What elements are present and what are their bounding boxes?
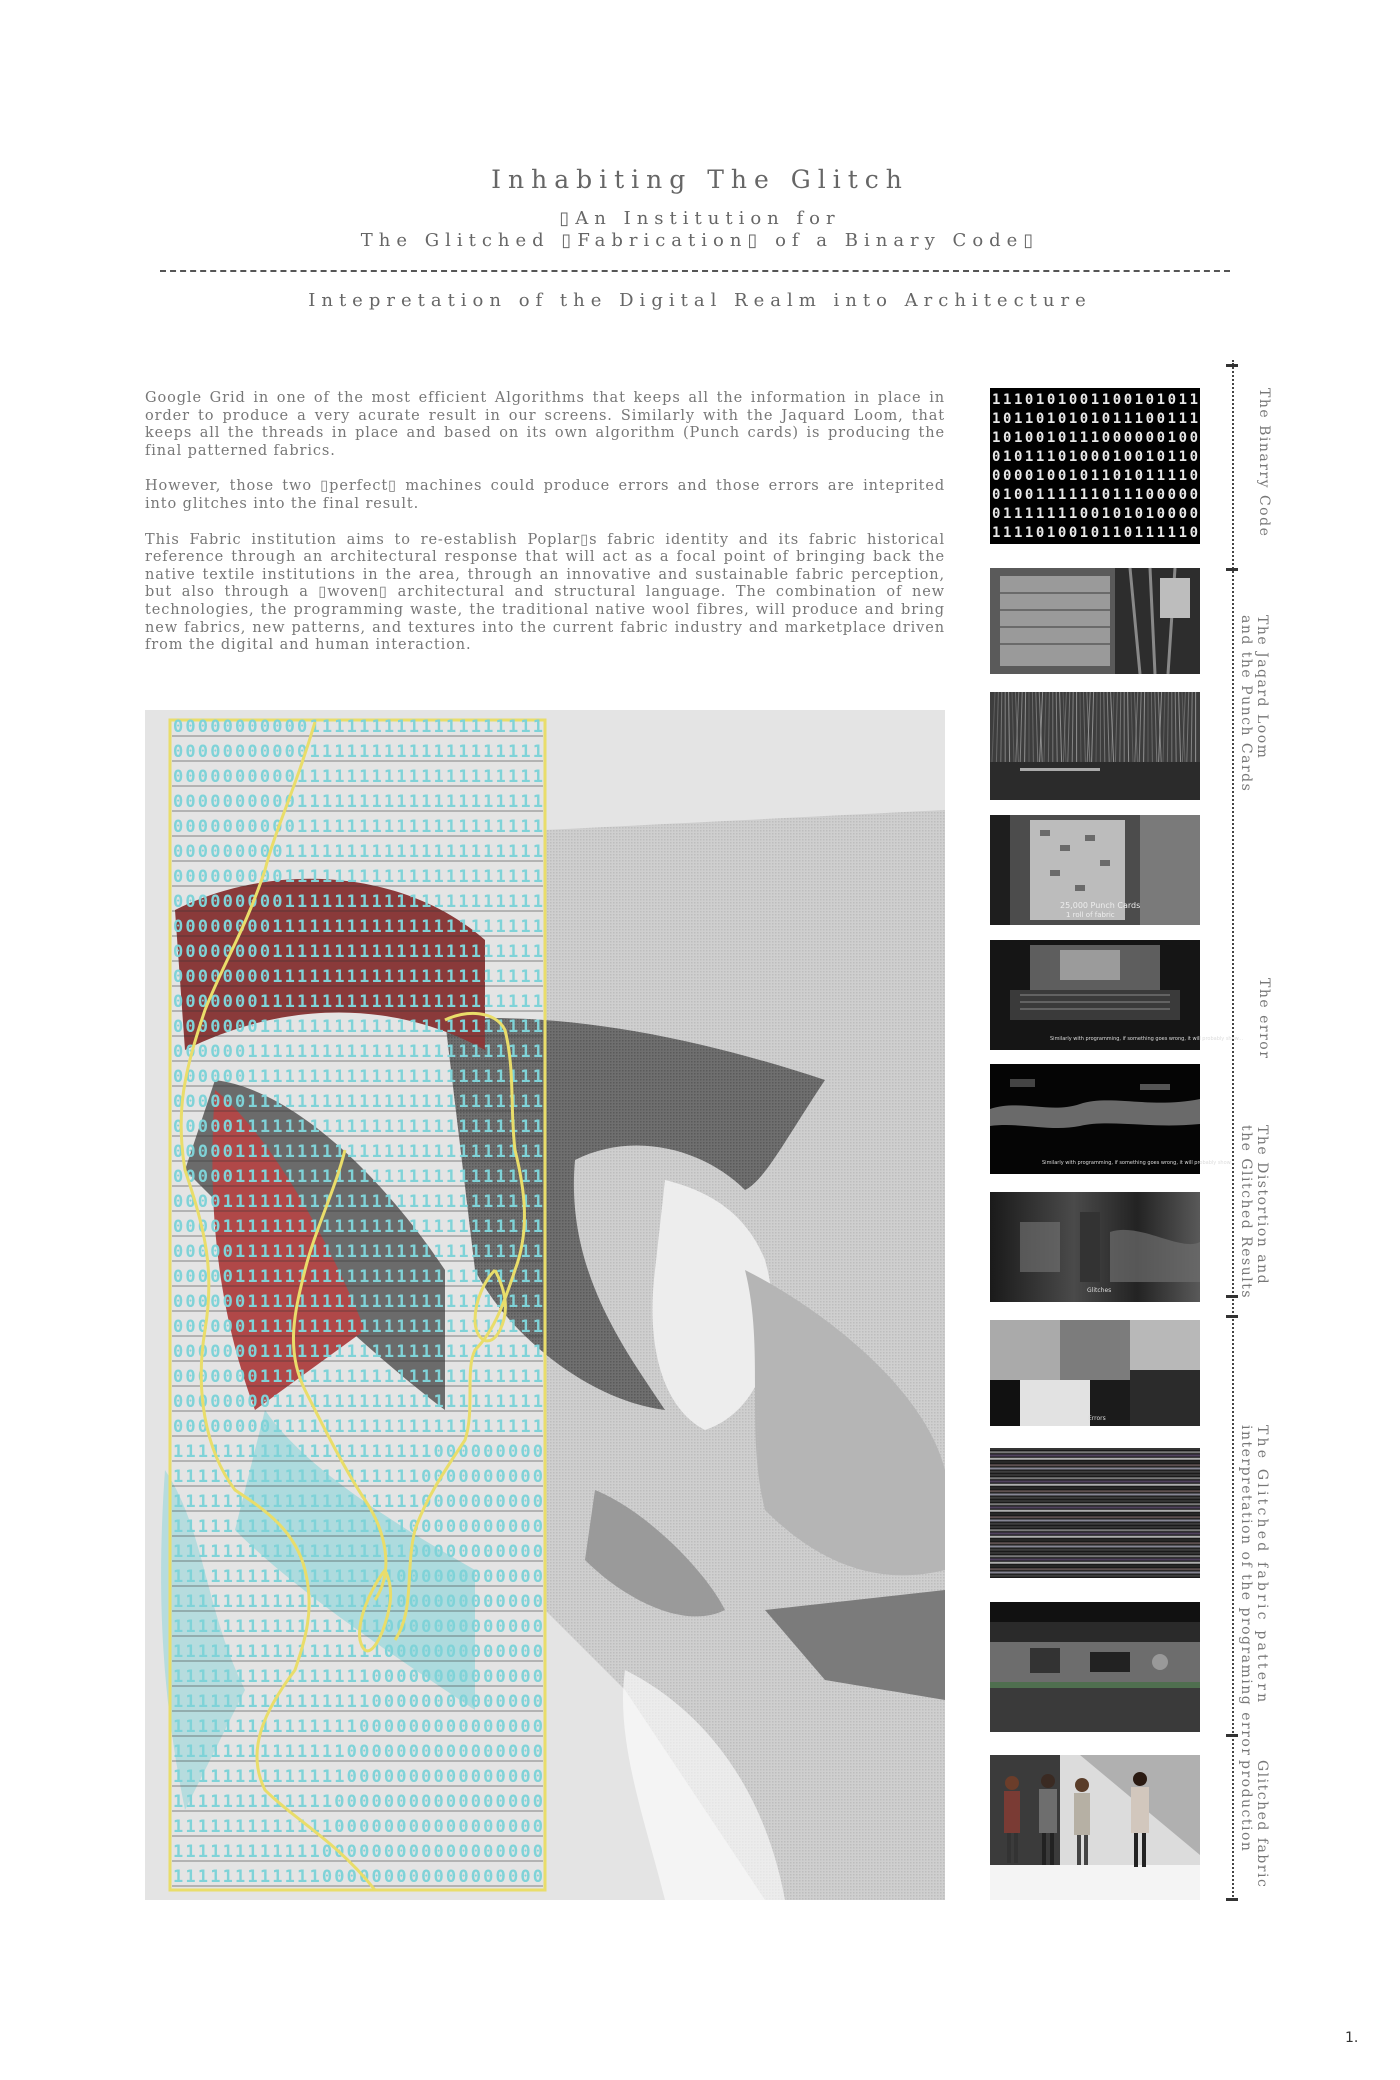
svg-text:1111010010110111110: 1111010010110111110 (992, 525, 1198, 541)
thumb-binary-code (990, 388, 1200, 544)
side-label-binary-code (1256, 388, 1272, 537)
side-label-distortion (1238, 1125, 1270, 1299)
side-label-distortion-line-2: the Glitched Results (1238, 1125, 1254, 1300)
thumb-loom-machine (990, 1602, 1200, 1732)
side-label-jaquard-line-2: and the Punch Cards (1238, 615, 1254, 793)
paragraph-1: Google Grid in one of the most efficient Algorithms that keeps all the information in place in order to produce a very acurate result in our screens. Similarly with the Jaquard Loom, that keeps all the threads in place and based on its own algorithm (Punch cards) is producing the final patterned fabrics. (145, 390, 945, 459)
svg-text:000001111111111111111111111111: 000001111111111111111111111111 (173, 1142, 543, 1162)
svg-text:000000001111111111111111111111: 000000001111111111111111111111 (173, 1417, 543, 1437)
svg-text:000000001111111111111111111111: 000000001111111111111111111111 (173, 1392, 543, 1412)
svg-text:111111111111111111100000000000: 111111111111111111100000000000 (173, 1542, 543, 1562)
svg-text:000001111111111111111111111111: 000001111111111111111111111111 (173, 1242, 543, 1262)
svg-text:1110101001100101011: 1110101001100101011 (992, 392, 1198, 408)
thumb-punch-cards (990, 815, 1200, 925)
svg-text:111111111111100000000000000000: 111111111111100000000000000000 (173, 1792, 543, 1812)
body-text (145, 390, 945, 673)
side-label-production-line-2: production (1238, 1760, 1254, 1853)
thumb-glitched-pattern (990, 1448, 1200, 1578)
side-label-pattern-line-2: interpretation of the programing error (1238, 1425, 1254, 1757)
page-title: Inhabiting The Glitch (491, 165, 909, 194)
subtitle-line-2: The Glitched ▯Fabrication▯ of a Binary Code▯ (360, 230, 1040, 251)
svg-text:1010010111000000100: 1010010111000000100 (992, 430, 1198, 446)
side-label-jaquard-line-1: The Jaqard Loom (1254, 615, 1270, 760)
svg-text:0111111100101010000: 0111111100101010000 (992, 506, 1198, 522)
thumb-loom-threads (990, 692, 1200, 800)
svg-text:000001111111111111111111111111: 000001111111111111111111111111 (173, 1267, 543, 1287)
svg-text:111111111111000000000000000000: 111111111111000000000000000000 (173, 1842, 543, 1862)
svg-text:111111111111110000000000000000: 111111111111110000000000000000 (173, 1767, 543, 1787)
svg-text:000000000111111111111111111111: 000000000111111111111111111111 (173, 867, 543, 887)
svg-text:0100111111011100000: 0100111111011100000 (992, 487, 1198, 503)
svg-text:000000000001111111111111111111: 000000000001111111111111111111 (173, 742, 543, 762)
side-tick (1226, 1734, 1238, 1737)
side-label-glitched-pattern (1238, 1425, 1270, 1757)
svg-text:111111111111110000000000000000: 111111111111110000000000000000 (173, 1742, 543, 1762)
svg-text:111111111111100000000000000000: 111111111111100000000000000000 (173, 1817, 543, 1837)
thumb-errors (990, 1320, 1200, 1426)
paragraph-2: However, those two ▯perfect▯ machines could produce errors and those errors are inteprited into glitches into the final result. (145, 478, 945, 512)
svg-text:000000000111111111111111111111: 000000000111111111111111111111 (173, 842, 543, 862)
svg-text:000000000011111111111111111111: 000000000011111111111111111111 (173, 792, 543, 812)
side-label-production (1238, 1760, 1270, 1888)
thumb-glitches (990, 1192, 1200, 1302)
svg-text:1011010101011100111: 1011010101011100111 (992, 411, 1198, 427)
svg-text:000000011111111111111111111111: 000000011111111111111111111111 (173, 1342, 543, 1362)
svg-text:000000011111111111111111111111: 000000011111111111111111111111 (173, 1367, 543, 1387)
svg-text:000000000111111111111111111111: 000000000111111111111111111111 (173, 892, 543, 912)
errors-caption: Errors (1088, 1415, 1106, 1422)
svg-text:111111111111111111111000000000: 111111111111111111111000000000 (173, 1442, 543, 1462)
svg-text:111111111111111100000000000000: 111111111111111100000000000000 (173, 1692, 543, 1712)
side-dotted-rule (1232, 360, 1234, 1900)
svg-text:000000001111111111111111111111: 000000001111111111111111111111 (173, 942, 543, 962)
svg-text:0101110100010010110: 0101110100010010110 (992, 449, 1198, 465)
side-tick (1226, 1898, 1238, 1901)
side-tick (1226, 1295, 1238, 1298)
side-label-jaquard (1238, 615, 1270, 792)
svg-text:000000001111111111111111111111: 000000001111111111111111111111 (173, 917, 543, 937)
svg-text:111111111111111100000000000000: 111111111111111100000000000000 (173, 1667, 543, 1687)
svg-text:111111111111111111000000000000: 111111111111111111000000000000 (173, 1567, 543, 1587)
glitch-collage-image (145, 710, 945, 1900)
svg-text:000000000011111111111111111111: 000000000011111111111111111111 (173, 817, 543, 837)
svg-text:111111111111111111100000000000: 111111111111111111100000000000 (173, 1517, 543, 1537)
side-label-distortion-line-1: The Distortion and (1254, 1125, 1270, 1286)
side-label-production-line-1: Glitched fabric (1254, 1760, 1270, 1889)
svg-text:000000111111111111111111111111: 000000111111111111111111111111 (173, 1317, 543, 1337)
error-caption-1: Similarly with programming, if something goes wrong, it will probably show... (1050, 1036, 1244, 1042)
svg-text:111111111111000000000000000000: 111111111111000000000000000000 (173, 1867, 543, 1887)
page-number: 1. (1345, 2030, 1359, 2046)
svg-text:000011111111111111111111111111: 000011111111111111111111111111 (173, 1217, 543, 1237)
svg-text:000000111111111111111111111111: 000000111111111111111111111111 (173, 1092, 543, 1112)
svg-text:000011111111111111111111111111: 000011111111111111111111111111 (173, 1192, 543, 1212)
svg-text:000001111111111111111111111111: 000001111111111111111111111111 (173, 1167, 543, 1187)
svg-text:111111111111111000000000000000: 111111111111111000000000000000 (173, 1717, 543, 1737)
thumb-the-error (990, 940, 1244, 1050)
svg-text:000000111111111111111111111111: 000000111111111111111111111111 (173, 1042, 543, 1062)
error-caption-2: Similarly with programming, if something goes wrong, it will probably show... (1042, 1160, 1236, 1166)
side-tick (1226, 364, 1238, 367)
thumb-jaquard-loom (990, 568, 1200, 674)
thumb-error-dark (990, 1064, 1236, 1174)
svg-text:000001111111111111111111111111: 000001111111111111111111111111 (173, 1117, 543, 1137)
svg-text:111111111111111111110000000000: 111111111111111111110000000000 (173, 1492, 543, 1512)
tagline: Intepretation of the Digital Realm into Architecture (308, 290, 1092, 311)
svg-text:000000000011111111111111111111: 000000000011111111111111111111 (173, 767, 543, 787)
svg-text:111111111111111111110000000000: 111111111111111111110000000000 (173, 1467, 543, 1487)
glitches-caption: Glitches (1087, 1287, 1112, 1294)
subtitle-line-1: ▯An Institution for (559, 208, 841, 229)
side-label-pattern-line-1: The Glitched fabric pattern (1254, 1425, 1270, 1706)
svg-text:000000111111111111111111111111: 000000111111111111111111111111 (173, 1067, 543, 1087)
svg-text:111111111111111110000000000000: 111111111111111110000000000000 (173, 1642, 543, 1662)
side-label-error-text: The error (1256, 978, 1272, 1060)
svg-text:000000011111111111111111111111: 000000011111111111111111111111 (173, 992, 543, 1012)
side-label-error (1256, 978, 1272, 1059)
svg-text:000000111111111111111111111111: 000000111111111111111111111111 (173, 1292, 543, 1312)
dashed-divider (160, 270, 1230, 272)
punch-cards-caption: 25,000 Punch Cards (1060, 901, 1141, 910)
svg-text:000000000001111111111111111111: 000000000001111111111111111111 (173, 717, 543, 737)
svg-text:000000001111111111111111111111: 000000001111111111111111111111 (173, 967, 543, 987)
svg-text:000000011111111111111111111111: 000000011111111111111111111111 (173, 1017, 543, 1037)
punch-cards-caption-2: 1 roll of fabric (1066, 911, 1115, 919)
svg-text:0000100101101011110: 0000100101101011110 (992, 468, 1198, 484)
svg-text:111111111111111111000000000000: 111111111111111111000000000000 (173, 1592, 543, 1612)
side-tick (1226, 568, 1238, 571)
thumb-fashion-runway (990, 1755, 1200, 1900)
side-label-binary-code-text: The Binarry Code (1256, 388, 1272, 538)
side-tick (1226, 1315, 1238, 1318)
svg-text:111111111111111110000000000000: 111111111111111110000000000000 (173, 1617, 543, 1637)
paragraph-3: This Fabric institution aims to re-establish Poplar▯s fabric identity and its fabric historical reference through an architectural response that will act as a focal point of bringing back the native textile institutions in the area, through an innovative and sustainable fabric perception, but also through a ▯woven▯ architectural and structural language. The combination of new technologies, the programming waste, the traditional native wool fibres, will produce and bring new fabrics, new patterns, and textures into the current fabric industry and marketplace driven from the digital and human interaction. (145, 531, 945, 654)
